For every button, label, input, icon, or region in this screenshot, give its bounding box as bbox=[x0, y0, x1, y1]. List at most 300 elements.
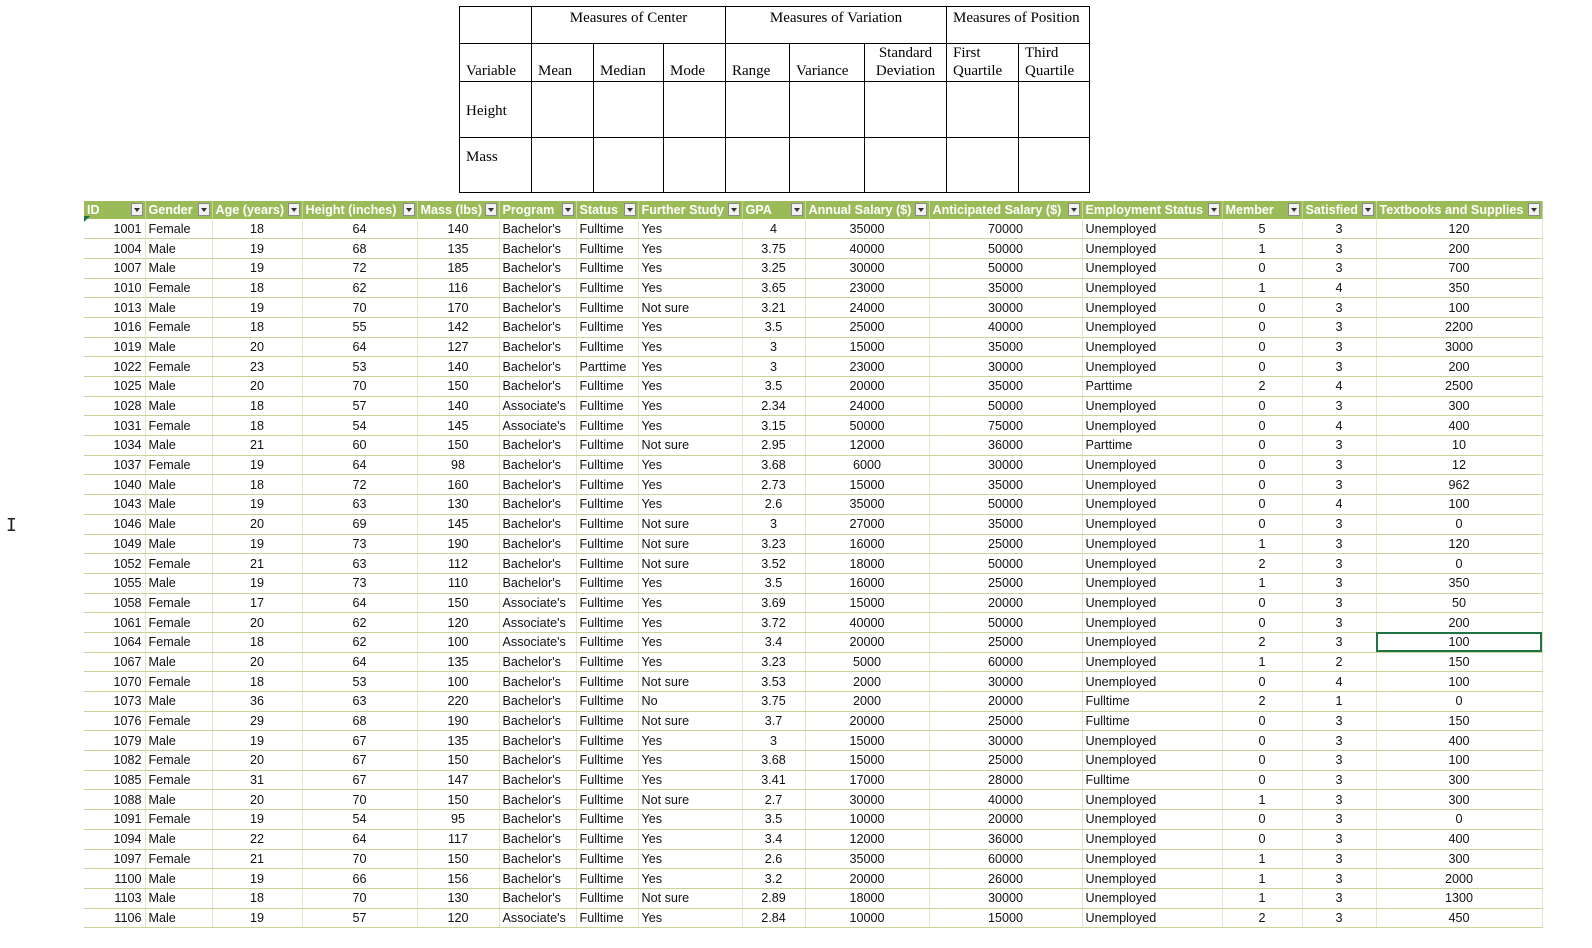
cell-further-study[interactable]: Yes bbox=[638, 593, 742, 613]
cell-status[interactable]: Fulltime bbox=[576, 534, 638, 554]
cell-satisfied[interactable]: 3 bbox=[1302, 731, 1376, 751]
cell-textbooks[interactable]: 0 bbox=[1376, 810, 1542, 830]
cell-textbooks[interactable]: 100 bbox=[1376, 298, 1542, 318]
cell-member[interactable]: 0 bbox=[1222, 455, 1302, 475]
cell-height[interactable]: 70 bbox=[302, 377, 417, 397]
cell-anticipated-salary[interactable]: 30000 bbox=[929, 357, 1082, 377]
cell-member[interactable]: 0 bbox=[1222, 396, 1302, 416]
header-gender[interactable]: Gender bbox=[145, 201, 212, 219]
cell-program[interactable]: Bachelor's bbox=[499, 652, 576, 672]
cell-member[interactable]: 0 bbox=[1222, 593, 1302, 613]
cell-status[interactable]: Fulltime bbox=[576, 396, 638, 416]
cell-id[interactable]: 1034 bbox=[84, 436, 145, 456]
cell-member[interactable]: 1 bbox=[1222, 239, 1302, 259]
cell-gpa[interactable]: 3 bbox=[742, 514, 805, 534]
cell-textbooks[interactable]: 300 bbox=[1376, 790, 1542, 810]
cell-id[interactable]: 1055 bbox=[84, 573, 145, 593]
cell-employment-status[interactable]: Unemployed bbox=[1082, 829, 1222, 849]
cell-height[interactable]: 63 bbox=[302, 692, 417, 712]
cell-program[interactable]: Bachelor's bbox=[499, 888, 576, 908]
cell-program[interactable]: Bachelor's bbox=[499, 317, 576, 337]
cell-program[interactable]: Associate's bbox=[499, 396, 576, 416]
cell-age[interactable]: 18 bbox=[212, 475, 302, 495]
cell-mass[interactable]: 190 bbox=[417, 711, 499, 731]
cell-further-study[interactable]: Yes bbox=[638, 869, 742, 889]
cell-further-study[interactable]: Yes bbox=[638, 357, 742, 377]
cell-anticipated-salary[interactable]: 35000 bbox=[929, 377, 1082, 397]
cell-status[interactable]: Fulltime bbox=[576, 593, 638, 613]
cell-anticipated-salary[interactable]: 70000 bbox=[929, 219, 1082, 239]
cell-program[interactable]: Bachelor's bbox=[499, 829, 576, 849]
cell-satisfied[interactable]: 3 bbox=[1302, 475, 1376, 495]
cell-further-study[interactable]: Yes bbox=[638, 278, 742, 298]
cell-employment-status[interactable]: Fulltime bbox=[1082, 770, 1222, 790]
cell-annual-salary[interactable]: 15000 bbox=[805, 337, 929, 357]
cell-gender[interactable]: Female bbox=[145, 632, 212, 652]
cell-id[interactable]: 1079 bbox=[84, 731, 145, 751]
cell-gpa[interactable]: 3 bbox=[742, 337, 805, 357]
cell-employment-status[interactable]: Unemployed bbox=[1082, 613, 1222, 633]
cell-annual-salary[interactable]: 10000 bbox=[805, 810, 929, 830]
cell-annual-salary[interactable]: 5000 bbox=[805, 652, 929, 672]
cell-gpa[interactable]: 3.5 bbox=[742, 573, 805, 593]
cell-gender[interactable]: Male bbox=[145, 829, 212, 849]
cell-height[interactable]: 53 bbox=[302, 357, 417, 377]
cell-gender[interactable]: Female bbox=[145, 317, 212, 337]
cell-age[interactable]: 18 bbox=[212, 219, 302, 239]
cell-anticipated-salary[interactable]: 35000 bbox=[929, 337, 1082, 357]
row-label-mass[interactable]: Mass bbox=[460, 138, 532, 193]
stats-cell[interactable] bbox=[664, 138, 726, 193]
cell-member[interactable]: 2 bbox=[1222, 554, 1302, 574]
cell-further-study[interactable]: Yes bbox=[638, 416, 742, 436]
cell-height[interactable]: 72 bbox=[302, 475, 417, 495]
cell-id[interactable]: 1064 bbox=[84, 632, 145, 652]
cell-further-study[interactable]: Yes bbox=[638, 632, 742, 652]
cell-mass[interactable]: 116 bbox=[417, 278, 499, 298]
cell-program[interactable]: Associate's bbox=[499, 908, 576, 928]
cell-id[interactable]: 1037 bbox=[84, 455, 145, 475]
cell-anticipated-salary[interactable]: 26000 bbox=[929, 869, 1082, 889]
cell-anticipated-salary[interactable]: 30000 bbox=[929, 888, 1082, 908]
cell-program[interactable]: Bachelor's bbox=[499, 298, 576, 318]
cell-age[interactable]: 21 bbox=[212, 849, 302, 869]
cell-textbooks[interactable]: 150 bbox=[1376, 652, 1542, 672]
cell-satisfied[interactable]: 3 bbox=[1302, 219, 1376, 239]
cell-mass[interactable]: 117 bbox=[417, 829, 499, 849]
cell-satisfied[interactable]: 3 bbox=[1302, 849, 1376, 869]
cell-further-study[interactable]: Not sure bbox=[638, 554, 742, 574]
cell-age[interactable]: 18 bbox=[212, 317, 302, 337]
cell-mass[interactable]: 120 bbox=[417, 613, 499, 633]
cell-mass[interactable]: 145 bbox=[417, 416, 499, 436]
cell-status[interactable]: Fulltime bbox=[576, 377, 638, 397]
cell-age[interactable]: 19 bbox=[212, 908, 302, 928]
cell-age[interactable]: 19 bbox=[212, 455, 302, 475]
stats-cell[interactable] bbox=[726, 82, 790, 138]
cell-status[interactable]: Fulltime bbox=[576, 849, 638, 869]
cell-further-study[interactable]: No bbox=[638, 692, 742, 712]
cell-gender[interactable]: Female bbox=[145, 770, 212, 790]
cell-gpa[interactable]: 3.68 bbox=[742, 455, 805, 475]
cell-employment-status[interactable]: Unemployed bbox=[1082, 672, 1222, 692]
cell-annual-salary[interactable]: 23000 bbox=[805, 278, 929, 298]
cell-annual-salary[interactable]: 16000 bbox=[805, 573, 929, 593]
cell-member[interactable]: 0 bbox=[1222, 416, 1302, 436]
cell-id[interactable]: 1049 bbox=[84, 534, 145, 554]
cell-program[interactable]: Bachelor's bbox=[499, 239, 576, 259]
cell-textbooks[interactable]: 350 bbox=[1376, 278, 1542, 298]
cell-textbooks[interactable]: 0 bbox=[1376, 554, 1542, 574]
cell-satisfied[interactable]: 3 bbox=[1302, 869, 1376, 889]
cell-further-study[interactable]: Yes bbox=[638, 258, 742, 278]
cell-employment-status[interactable]: Unemployed bbox=[1082, 573, 1222, 593]
cell-gpa[interactable]: 3.72 bbox=[742, 613, 805, 633]
cell-anticipated-salary[interactable]: 50000 bbox=[929, 396, 1082, 416]
cell-gpa[interactable]: 3.5 bbox=[742, 377, 805, 397]
cell-employment-status[interactable]: Unemployed bbox=[1082, 888, 1222, 908]
cell-age[interactable]: 19 bbox=[212, 495, 302, 515]
cell-mass[interactable]: 142 bbox=[417, 317, 499, 337]
cell-further-study[interactable]: Not sure bbox=[638, 298, 742, 318]
cell-member[interactable]: 0 bbox=[1222, 613, 1302, 633]
cell-anticipated-salary[interactable]: 50000 bbox=[929, 258, 1082, 278]
cell-status[interactable]: Fulltime bbox=[576, 337, 638, 357]
header-id[interactable]: ID bbox=[84, 201, 145, 219]
cell-employment-status[interactable]: Unemployed bbox=[1082, 810, 1222, 830]
cell-further-study[interactable]: Yes bbox=[638, 810, 742, 830]
cell-member[interactable]: 0 bbox=[1222, 514, 1302, 534]
col-header-mean[interactable]: Mean bbox=[532, 44, 594, 82]
cell-status[interactable]: Fulltime bbox=[576, 613, 638, 633]
cell-anticipated-salary[interactable]: 75000 bbox=[929, 416, 1082, 436]
cell-satisfied[interactable]: 2 bbox=[1302, 652, 1376, 672]
cell-gender[interactable]: Male bbox=[145, 888, 212, 908]
cell-anticipated-salary[interactable]: 25000 bbox=[929, 751, 1082, 771]
cell-status[interactable]: Fulltime bbox=[576, 908, 638, 928]
cell-gender[interactable]: Male bbox=[145, 475, 212, 495]
cell-employment-status[interactable]: Parttime bbox=[1082, 436, 1222, 456]
cell-textbooks[interactable]: 400 bbox=[1376, 416, 1542, 436]
cell-further-study[interactable]: Yes bbox=[638, 770, 742, 790]
cell-employment-status[interactable]: Unemployed bbox=[1082, 790, 1222, 810]
cell-program[interactable]: Associate's bbox=[499, 613, 576, 633]
cell-program[interactable]: Bachelor's bbox=[499, 672, 576, 692]
cell-further-study[interactable]: Yes bbox=[638, 731, 742, 751]
cell-age[interactable]: 20 bbox=[212, 790, 302, 810]
cell-employment-status[interactable]: Unemployed bbox=[1082, 731, 1222, 751]
cell-status[interactable]: Fulltime bbox=[576, 455, 638, 475]
cell-annual-salary[interactable]: 30000 bbox=[805, 790, 929, 810]
cell-mass[interactable]: 150 bbox=[417, 377, 499, 397]
cell-mass[interactable]: 156 bbox=[417, 869, 499, 889]
cell-anticipated-salary[interactable]: 36000 bbox=[929, 436, 1082, 456]
cell-annual-salary[interactable]: 16000 bbox=[805, 534, 929, 554]
cell-annual-salary[interactable]: 10000 bbox=[805, 908, 929, 928]
cell-further-study[interactable]: Yes bbox=[638, 849, 742, 869]
cell-status[interactable]: Fulltime bbox=[576, 554, 638, 574]
cell-status[interactable]: Fulltime bbox=[576, 869, 638, 889]
cell-status[interactable]: Fulltime bbox=[576, 751, 638, 771]
cell-annual-salary[interactable]: 25000 bbox=[805, 317, 929, 337]
cell-gpa[interactable]: 3.69 bbox=[742, 593, 805, 613]
cell-mass[interactable]: 185 bbox=[417, 258, 499, 278]
cell-status[interactable]: Fulltime bbox=[576, 692, 638, 712]
cell-height[interactable]: 64 bbox=[302, 337, 417, 357]
cell-status[interactable]: Fulltime bbox=[576, 770, 638, 790]
cell-satisfied[interactable]: 3 bbox=[1302, 790, 1376, 810]
cell-gpa[interactable]: 3.65 bbox=[742, 278, 805, 298]
stats-cell[interactable] bbox=[865, 138, 947, 193]
cell-anticipated-salary[interactable]: 35000 bbox=[929, 278, 1082, 298]
cell-height[interactable]: 70 bbox=[302, 888, 417, 908]
cell-height[interactable]: 57 bbox=[302, 396, 417, 416]
cell-textbooks[interactable]: 2000 bbox=[1376, 869, 1542, 889]
cell-anticipated-salary[interactable]: 25000 bbox=[929, 534, 1082, 554]
cell-satisfied[interactable]: 3 bbox=[1302, 554, 1376, 574]
cell-textbooks[interactable]: 450 bbox=[1376, 908, 1542, 928]
cell-member[interactable]: 0 bbox=[1222, 337, 1302, 357]
col-header-range[interactable]: Range bbox=[726, 44, 790, 82]
cell-gpa[interactable]: 3.68 bbox=[742, 751, 805, 771]
cell-employment-status[interactable]: Unemployed bbox=[1082, 514, 1222, 534]
cell-textbooks[interactable]: 350 bbox=[1376, 573, 1542, 593]
cell-status[interactable]: Fulltime bbox=[576, 278, 638, 298]
cell-status[interactable]: Fulltime bbox=[576, 672, 638, 692]
cell-gpa[interactable]: 3.53 bbox=[742, 672, 805, 692]
filter-dropdown-icon[interactable] bbox=[403, 203, 415, 216]
cell-id[interactable]: 1004 bbox=[84, 239, 145, 259]
filter-dropdown-icon[interactable] bbox=[728, 203, 740, 216]
cell-member[interactable]: 0 bbox=[1222, 357, 1302, 377]
cell-gpa[interactable]: 3.52 bbox=[742, 554, 805, 574]
stats-cell[interactable] bbox=[532, 138, 594, 193]
cell-anticipated-salary[interactable]: 30000 bbox=[929, 455, 1082, 475]
stats-cell[interactable] bbox=[865, 82, 947, 138]
cell-annual-salary[interactable]: 35000 bbox=[805, 849, 929, 869]
cell-id[interactable]: 1043 bbox=[84, 495, 145, 515]
cell-program[interactable]: Bachelor's bbox=[499, 869, 576, 889]
filter-dropdown-icon[interactable] bbox=[1362, 203, 1374, 216]
cell-further-study[interactable]: Yes bbox=[638, 829, 742, 849]
cell-age[interactable]: 19 bbox=[212, 239, 302, 259]
cell-gender[interactable]: Male bbox=[145, 869, 212, 889]
cell-employment-status[interactable]: Unemployed bbox=[1082, 337, 1222, 357]
cell-mass[interactable]: 140 bbox=[417, 357, 499, 377]
cell-gender[interactable]: Female bbox=[145, 810, 212, 830]
cell-satisfied[interactable]: 4 bbox=[1302, 495, 1376, 515]
cell-gender[interactable]: Male bbox=[145, 908, 212, 928]
cell-mass[interactable]: 98 bbox=[417, 455, 499, 475]
cell-height[interactable]: 64 bbox=[302, 652, 417, 672]
cell-employment-status[interactable]: Unemployed bbox=[1082, 849, 1222, 869]
col-header-first-quartile[interactable]: First Quartile bbox=[947, 44, 1019, 82]
cell-id[interactable]: 1010 bbox=[84, 278, 145, 298]
cell-textbooks[interactable]: 100 bbox=[1376, 751, 1542, 771]
cell-mass[interactable]: 147 bbox=[417, 770, 499, 790]
header-mass[interactable]: Mass (lbs) bbox=[417, 201, 499, 219]
cell-member[interactable]: 1 bbox=[1222, 888, 1302, 908]
cell-anticipated-salary[interactable]: 35000 bbox=[929, 514, 1082, 534]
cell-satisfied[interactable]: 4 bbox=[1302, 672, 1376, 692]
cell-status[interactable]: Fulltime bbox=[576, 810, 638, 830]
cell-member[interactable]: 1 bbox=[1222, 849, 1302, 869]
cell-employment-status[interactable]: Fulltime bbox=[1082, 692, 1222, 712]
stats-cell[interactable] bbox=[1019, 82, 1090, 138]
cell-textbooks[interactable]: 400 bbox=[1376, 829, 1542, 849]
cell-anticipated-salary[interactable]: 60000 bbox=[929, 849, 1082, 869]
cell-height[interactable]: 64 bbox=[302, 455, 417, 475]
cell-member[interactable]: 0 bbox=[1222, 436, 1302, 456]
cell-annual-salary[interactable]: 35000 bbox=[805, 495, 929, 515]
cell-height[interactable]: 62 bbox=[302, 278, 417, 298]
cell-gpa[interactable]: 3 bbox=[742, 357, 805, 377]
cell-annual-salary[interactable]: 18000 bbox=[805, 888, 929, 908]
cell-satisfied[interactable]: 3 bbox=[1302, 711, 1376, 731]
cell-further-study[interactable]: Yes bbox=[638, 337, 742, 357]
cell-height[interactable]: 54 bbox=[302, 810, 417, 830]
cell-member[interactable]: 5 bbox=[1222, 219, 1302, 239]
cell-annual-salary[interactable]: 40000 bbox=[805, 239, 929, 259]
cell-gpa[interactable]: 3 bbox=[742, 731, 805, 751]
cell-status[interactable]: Fulltime bbox=[576, 416, 638, 436]
cell-employment-status[interactable]: Unemployed bbox=[1082, 751, 1222, 771]
cell-gpa[interactable]: 3.2 bbox=[742, 869, 805, 889]
cell-age[interactable]: 18 bbox=[212, 672, 302, 692]
cell-gpa[interactable]: 3.75 bbox=[742, 239, 805, 259]
cell-status[interactable]: Fulltime bbox=[576, 790, 638, 810]
filter-dropdown-icon[interactable] bbox=[1288, 203, 1300, 216]
cell-status[interactable]: Fulltime bbox=[576, 219, 638, 239]
cell-satisfied[interactable]: 1 bbox=[1302, 692, 1376, 712]
cell-gender[interactable]: Female bbox=[145, 711, 212, 731]
cell-age[interactable]: 20 bbox=[212, 514, 302, 534]
cell-employment-status[interactable]: Unemployed bbox=[1082, 396, 1222, 416]
cell-satisfied[interactable]: 3 bbox=[1302, 396, 1376, 416]
cell-further-study[interactable]: Not sure bbox=[638, 436, 742, 456]
cell-satisfied[interactable]: 3 bbox=[1302, 337, 1376, 357]
cell-satisfied[interactable]: 3 bbox=[1302, 455, 1376, 475]
cell-member[interactable]: 2 bbox=[1222, 632, 1302, 652]
cell-member[interactable]: 0 bbox=[1222, 711, 1302, 731]
cell-textbooks[interactable]: 300 bbox=[1376, 396, 1542, 416]
cell-member[interactable]: 0 bbox=[1222, 298, 1302, 318]
cell-id[interactable]: 1040 bbox=[84, 475, 145, 495]
cell-gender[interactable]: Male bbox=[145, 337, 212, 357]
cell-member[interactable]: 0 bbox=[1222, 495, 1302, 515]
cell-gender[interactable]: Male bbox=[145, 731, 212, 751]
cell-status[interactable]: Fulltime bbox=[576, 239, 638, 259]
cell-age[interactable]: 20 bbox=[212, 377, 302, 397]
cell-anticipated-salary[interactable]: 40000 bbox=[929, 317, 1082, 337]
cell-employment-status[interactable]: Unemployed bbox=[1082, 908, 1222, 928]
cell-height[interactable]: 64 bbox=[302, 593, 417, 613]
stats-cell[interactable] bbox=[947, 82, 1019, 138]
cell-mass[interactable]: 150 bbox=[417, 436, 499, 456]
cell-employment-status[interactable]: Unemployed bbox=[1082, 652, 1222, 672]
cell-age[interactable]: 19 bbox=[212, 573, 302, 593]
cell-anticipated-salary[interactable]: 30000 bbox=[929, 672, 1082, 692]
cell-satisfied[interactable]: 3 bbox=[1302, 770, 1376, 790]
cell-further-study[interactable]: Yes bbox=[638, 613, 742, 633]
cell-age[interactable]: 21 bbox=[212, 436, 302, 456]
cell-further-study[interactable]: Yes bbox=[638, 377, 742, 397]
cell-height[interactable]: 60 bbox=[302, 436, 417, 456]
cell-textbooks[interactable]: 962 bbox=[1376, 475, 1542, 495]
cell-age[interactable]: 36 bbox=[212, 692, 302, 712]
cell-height[interactable]: 64 bbox=[302, 829, 417, 849]
filter-dropdown-icon[interactable] bbox=[288, 203, 300, 216]
cell-id[interactable]: 1073 bbox=[84, 692, 145, 712]
cell-employment-status[interactable]: Fulltime bbox=[1082, 711, 1222, 731]
cell-id[interactable]: 1082 bbox=[84, 751, 145, 771]
cell-age[interactable]: 20 bbox=[212, 337, 302, 357]
cell-further-study[interactable]: Not sure bbox=[638, 534, 742, 554]
cell-satisfied[interactable]: 3 bbox=[1302, 317, 1376, 337]
cell-gender[interactable]: Male bbox=[145, 258, 212, 278]
cell-textbooks[interactable]: 3000 bbox=[1376, 337, 1542, 357]
cell-satisfied[interactable]: 3 bbox=[1302, 593, 1376, 613]
cell-id[interactable]: 1088 bbox=[84, 790, 145, 810]
cell-annual-salary[interactable]: 12000 bbox=[805, 436, 929, 456]
filter-dropdown-icon[interactable] bbox=[485, 203, 497, 216]
cell-satisfied[interactable]: 3 bbox=[1302, 573, 1376, 593]
cell-age[interactable]: 18 bbox=[212, 278, 302, 298]
cell-gpa[interactable]: 2.84 bbox=[742, 908, 805, 928]
col-header-mode[interactable]: Mode bbox=[664, 44, 726, 82]
cell-age[interactable]: 19 bbox=[212, 534, 302, 554]
cell-textbooks[interactable]: 300 bbox=[1376, 770, 1542, 790]
cell-height[interactable]: 73 bbox=[302, 573, 417, 593]
cell-status[interactable]: Fulltime bbox=[576, 436, 638, 456]
cell-employment-status[interactable]: Unemployed bbox=[1082, 317, 1222, 337]
cell-mass[interactable]: 95 bbox=[417, 810, 499, 830]
cell-height[interactable]: 67 bbox=[302, 751, 417, 771]
cell-anticipated-salary[interactable]: 25000 bbox=[929, 573, 1082, 593]
cell-member[interactable]: 1 bbox=[1222, 534, 1302, 554]
cell-textbooks[interactable]: 200 bbox=[1376, 613, 1542, 633]
cell-gender[interactable]: Female bbox=[145, 554, 212, 574]
cell-mass[interactable]: 130 bbox=[417, 888, 499, 908]
cell-gpa[interactable]: 3.23 bbox=[742, 652, 805, 672]
cell-status[interactable]: Fulltime bbox=[576, 258, 638, 278]
cell-id[interactable]: 1046 bbox=[84, 514, 145, 534]
cell-anticipated-salary[interactable]: 50000 bbox=[929, 239, 1082, 259]
stats-cell[interactable] bbox=[726, 138, 790, 193]
cell-anticipated-salary[interactable]: 20000 bbox=[929, 593, 1082, 613]
cell-textbooks[interactable]: 200 bbox=[1376, 239, 1542, 259]
cell-further-study[interactable]: Yes bbox=[638, 396, 742, 416]
cell-mass[interactable]: 100 bbox=[417, 672, 499, 692]
cell-height[interactable]: 55 bbox=[302, 317, 417, 337]
cell-program[interactable]: Bachelor's bbox=[499, 475, 576, 495]
cell-employment-status[interactable]: Unemployed bbox=[1082, 239, 1222, 259]
cell-age[interactable]: 20 bbox=[212, 613, 302, 633]
cell-satisfied[interactable]: 3 bbox=[1302, 613, 1376, 633]
cell-gender[interactable]: Female bbox=[145, 593, 212, 613]
cell-mass[interactable]: 150 bbox=[417, 593, 499, 613]
cell-annual-salary[interactable]: 20000 bbox=[805, 377, 929, 397]
cell-employment-status[interactable]: Unemployed bbox=[1082, 357, 1222, 377]
cell-employment-status[interactable]: Unemployed bbox=[1082, 534, 1222, 554]
cell-employment-status[interactable]: Unemployed bbox=[1082, 298, 1222, 318]
group-header-position[interactable]: Measures of Position bbox=[947, 7, 1090, 44]
cell-gender[interactable]: Male bbox=[145, 514, 212, 534]
cell-member[interactable]: 0 bbox=[1222, 731, 1302, 751]
cell-textbooks[interactable]: 50 bbox=[1376, 593, 1542, 613]
cell-satisfied[interactable]: 3 bbox=[1302, 810, 1376, 830]
cell-gender[interactable]: Female bbox=[145, 455, 212, 475]
